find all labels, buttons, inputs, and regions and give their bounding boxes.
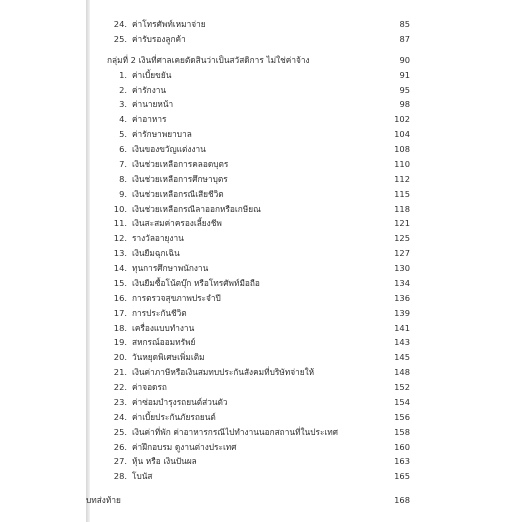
toc-entry [110, 32, 410, 47]
toc-entry-page: 87 [399, 33, 410, 44]
toc-entry [110, 112, 410, 127]
toc-entry-number: 24. [113, 19, 127, 29]
toc-entry-page: 148 [394, 367, 410, 378]
toc-entry [110, 216, 410, 231]
toc-entry-title: เงินช่วยเหลือการศึกษาบุตร [132, 173, 228, 184]
toc-closing-entry [86, 493, 410, 508]
toc-entry [110, 202, 410, 217]
toc-entry-title: ค่ารับรองลูกค้า [132, 33, 186, 44]
toc-entry-page: 145 [394, 352, 410, 363]
toc-entry-number: 3. [119, 99, 127, 110]
toc-entry-title: วันหยุดพิเศษเพิ่มเติม [132, 352, 205, 363]
toc-entry [110, 395, 410, 410]
toc-entry-number: 15. [113, 277, 127, 288]
toc-entry-page: 141 [394, 322, 410, 333]
toc-entry [110, 17, 410, 32]
toc-entry-number: 9. [119, 188, 127, 199]
toc-entry-page: 158 [394, 426, 410, 437]
toc-entry-title: เงินช่วยเหลือกรณีลาออกหรือเกษียณ [132, 203, 261, 214]
toc-entry [110, 187, 410, 202]
toc-entry [110, 142, 410, 157]
toc-entry-page: 91 [399, 69, 410, 80]
toc-entry-title: โบนัส [132, 471, 153, 482]
toc-entry-number: 18. [113, 322, 127, 333]
toc-entry-number: 4. [119, 114, 127, 125]
toc-entry-title: เงินค่าภาษีหรือเงินสมทบประกันสังคมที่บริษัทจ่ายให้ [132, 367, 315, 378]
spacer [110, 484, 410, 493]
toc-entry [110, 335, 410, 350]
toc-entry-number: 28. [113, 471, 127, 482]
toc-entry-page: 154 [394, 396, 410, 407]
toc-entry-page: 102 [394, 114, 410, 125]
toc-entry-page: 110 [394, 158, 410, 169]
toc-entry-title: ทุนการศึกษาพนักงาน [132, 263, 209, 273]
toc-closing-title: บทส่งท้าย [86, 495, 121, 506]
toc-entry-page: 118 [394, 203, 410, 214]
toc-entry-page: 160 [394, 441, 410, 452]
toc-entry [110, 231, 410, 246]
toc-entry-title: ค่าเบี้ยประกันภัยรถยนต์ [132, 411, 216, 422]
toc-entry [110, 97, 410, 112]
toc-entry-title: การตรวจสุขภาพประจำปี [132, 292, 221, 303]
toc-entry-page: 152 [394, 382, 410, 392]
toc-entry-number: 21. [113, 367, 127, 378]
toc-group-title: กลุ่มที่ 2 เงินที่ศาลเคยตัดสินว่าเป็นสวัสดิการ ไม่ใช่ค่าจ้าง [107, 54, 310, 65]
toc-entry-number: 8. [119, 173, 127, 184]
toc-entry-page: 136 [394, 292, 410, 303]
toc-entry-number: 2. [119, 84, 127, 95]
toc-entry-number: 24. [113, 411, 127, 422]
toc-entry-page: 139 [394, 307, 410, 318]
toc-entry-page: 95 [399, 84, 410, 95]
toc-entry-title: ค่าฝึกอบรม ดูงานต่างประเทศ [132, 441, 237, 452]
toc-entry-number: 23. [113, 396, 127, 407]
toc-entry-number: 17. [113, 307, 127, 318]
toc-closing-page: 168 [394, 495, 410, 506]
toc-entry-page: 163 [394, 456, 410, 467]
toc-entry-title: ค่ารักษาพยาบาล [132, 129, 192, 140]
toc-group-heading [107, 53, 410, 68]
toc-entry-number: 16. [113, 292, 127, 303]
toc-entry-number: 20. [113, 352, 127, 363]
toc-entry [110, 454, 410, 469]
toc-entry-number: 13. [113, 248, 127, 259]
toc-entry [110, 157, 410, 172]
toc-entry-title: รางวัลอายุงาน [132, 233, 184, 244]
toc-group-page: 90 [399, 54, 410, 65]
toc-entry-title: เงินค่าที่พัก ค่าอาหารกรณีไปทำงานนอกสถานที่ในประเทศ [132, 426, 338, 437]
toc-entry-page: 112 [394, 173, 410, 184]
toc-entry-page: 104 [394, 129, 410, 140]
toc-entry-title: การประกันชีวิต [132, 307, 187, 318]
toc-entry-number: 14. [113, 263, 127, 273]
toc-entry-title: เงินช่วยเหลือการคลอดบุตร [132, 158, 229, 169]
toc-entry [110, 291, 410, 306]
toc-entry [110, 68, 410, 83]
toc-entry [110, 425, 410, 440]
toc-entry [110, 83, 410, 98]
toc-entry-number: 19. [113, 337, 127, 348]
toc-entry-title: เงินของขวัญแต่งงาน [132, 144, 206, 154]
toc-entry [110, 172, 410, 187]
toc-entry-number: 12. [113, 233, 127, 244]
toc-entry-page: 143 [394, 337, 410, 348]
book-spine-shadow [86, 0, 90, 522]
toc-entry-title: ค่าโทรศัพท์เหมาจ่าย [132, 19, 206, 29]
toc-entry-page: 127 [394, 248, 410, 259]
toc-entry-number: 1. [119, 69, 127, 80]
toc-entry-number: 22. [113, 382, 127, 392]
toc-entry-page: 115 [394, 188, 410, 199]
toc-entry-title: เงินช่วยเหลือกรณีเสียชีวิต [132, 188, 224, 199]
toc-entry [110, 321, 410, 336]
toc-entry-number: 26. [113, 441, 127, 452]
toc-entry-title: ค่าซ่อมบำรุงรถยนต์ส่วนตัว [132, 396, 228, 407]
toc-entry [110, 440, 410, 455]
toc-entry-page: 134 [394, 277, 410, 288]
toc-entry [110, 365, 410, 380]
toc-entry-title: ค่าเบี้ยขยัน [132, 69, 172, 80]
toc-entry-title: ค่าอาหาร [132, 114, 167, 125]
toc-entry-page: 85 [399, 19, 410, 29]
toc-entry-title: เครื่องแบบทำงาน [132, 322, 195, 333]
toc-entry [110, 246, 410, 261]
toc-entry [110, 306, 410, 321]
toc-entry-number: 10. [113, 203, 127, 214]
toc-entry-number: 25. [113, 426, 127, 437]
toc-entry-title: ค่านายหน้า [132, 99, 174, 110]
toc-entry [110, 380, 410, 395]
toc-entry-number: 5. [119, 129, 127, 140]
table-of-contents [86, 17, 410, 508]
toc-entry [110, 350, 410, 365]
toc-entry-title: ค่าจอดรถ [132, 382, 167, 392]
toc-entry-number: 27. [113, 456, 127, 467]
toc-entry [110, 276, 410, 291]
toc-entry-page: 130 [394, 263, 410, 273]
toc-entry-number: 7. [119, 158, 127, 169]
toc-entry-title: เงินสะสมค่าครองเลี้ยงชีพ [132, 218, 222, 229]
toc-entry [110, 127, 410, 142]
toc-entry-number: 6. [119, 144, 127, 154]
toc-entry-page: 108 [394, 144, 410, 154]
toc-entry-page: 121 [394, 218, 410, 229]
toc-entry-number: 25. [113, 33, 127, 44]
toc-entry-page: 98 [399, 99, 410, 110]
toc-entry-page: 125 [394, 233, 410, 244]
toc-entry-title: หุ้น หรือ เงินปันผล [132, 456, 197, 467]
toc-entry [110, 469, 410, 484]
toc-entry [110, 410, 410, 425]
toc-entry-title: ค่ารักงาน [132, 84, 167, 95]
toc-entry [110, 261, 410, 276]
toc-entry-title: เงินยืมฉุกเฉิน [132, 248, 180, 259]
toc-entry-page: 156 [394, 411, 410, 422]
toc-entry-page: 165 [394, 471, 410, 482]
toc-entry-title: สหกรณ์ออมทรัพย์ [132, 337, 196, 348]
toc-entry-number: 11. [113, 218, 127, 229]
toc-entry-title: เงินยืมซื้อโน้ตบุ๊ก หรือโทรศัพท์มือถือ [132, 277, 260, 288]
